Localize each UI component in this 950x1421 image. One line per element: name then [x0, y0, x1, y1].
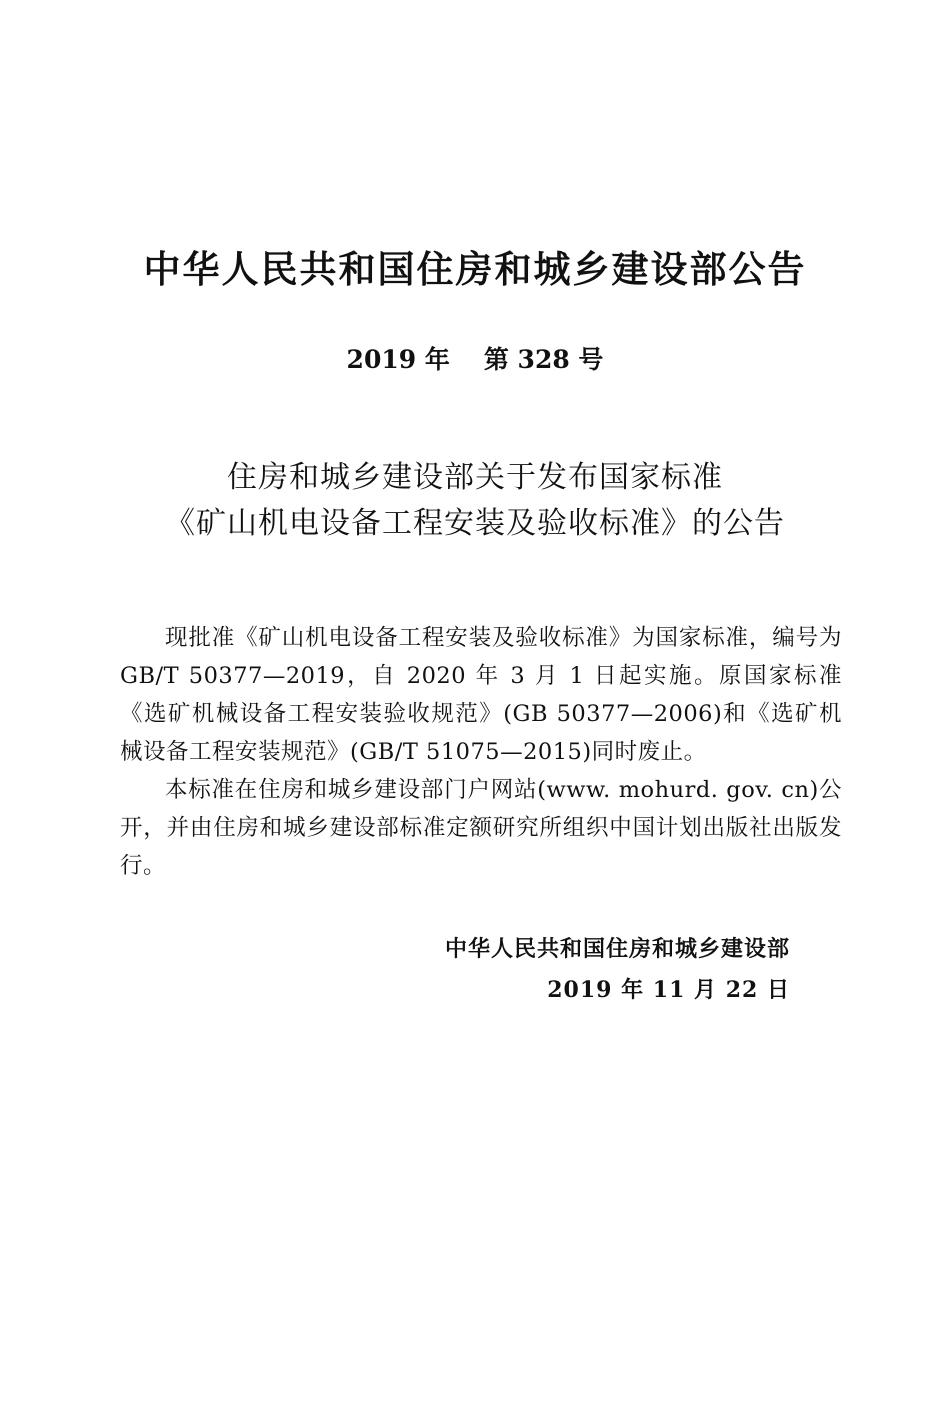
announcement-subject	[0, 455, 950, 547]
body-paragraph-2: 本标准在住房和城乡建设部门户网站(www. mohurd. gov. cn)公开，并由住房和城乡建设部标准定额研究所组织中国计划出版社出版发行。	[120, 777, 842, 879]
announcement-body	[120, 619, 842, 885]
issue-date: 2019 年 11 月 22 日	[547, 977, 790, 1003]
signature-block	[290, 930, 790, 1010]
document-year: 2019 年	[346, 345, 450, 374]
document-issue-number: 第 328 号	[483, 345, 604, 374]
document-number	[0, 340, 950, 380]
announcement-header-title: 中华人民共和国住房和城乡建设部公告	[143, 248, 807, 291]
subject-line-2: 《矿山机电设备工程安装及验收标准》的公告	[165, 506, 785, 541]
body-paragraph-1: 现批准《矿山机电设备工程安装及验收标准》为国家标准，编号为 GB/T 50377—2019，自 2020 年 3 月 1 日起实施。原国家标准《选矿机械设备工程安装验收规范》(GB 50377—2006)和《选矿机械设备工程安装规范》(GB/T 51075—2015)同时废止。	[120, 625, 842, 765]
subject-line-1: 住房和城乡建设部关于发布国家标准	[227, 460, 723, 495]
issuing-authority: 中华人民共和国住房和城乡建设部	[444, 937, 790, 962]
